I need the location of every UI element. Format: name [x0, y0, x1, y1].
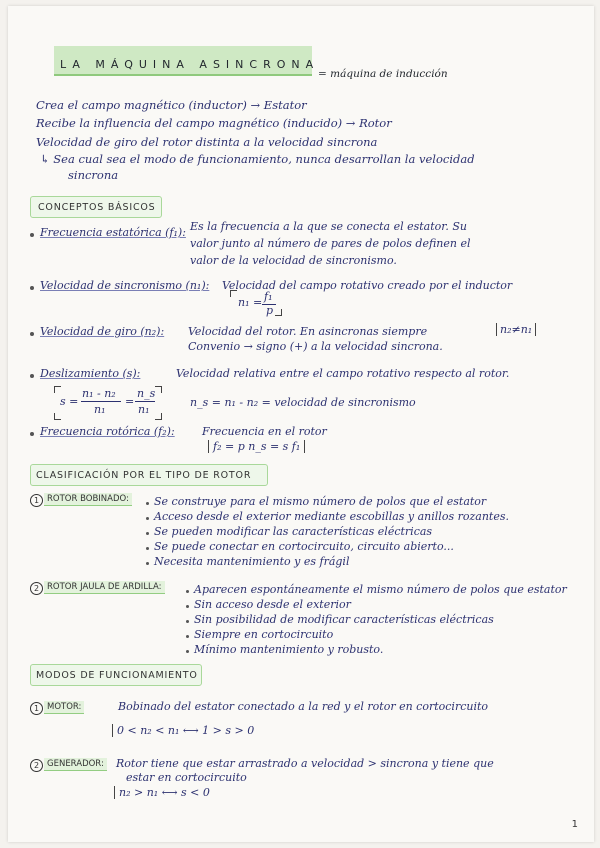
- intro-line-1: Crea el campo magnético (inductor) → Estator: [36, 98, 307, 112]
- frot-term: [40, 425, 175, 438]
- bobinado-item: Se construye para el mismo número de polos que el estator: [154, 495, 487, 508]
- bobinado-item: Se puede conectar en cortocircuito, circuito abierto...: [154, 540, 454, 553]
- desl-formula-left: s =: [60, 395, 79, 408]
- sincronismo-text: Velocidad del campo rotativo creado por el inductor: [222, 279, 513, 292]
- frecuencia-term-text: Frecuencia estatórica (f₁):: [40, 226, 186, 239]
- bullet-dot: [146, 502, 149, 505]
- jaula-item: Sin posibilidad de modificar características eléctricas: [194, 613, 494, 626]
- bullet-dot: [186, 650, 189, 653]
- jaula-item: Sin acceso desde el exterior: [194, 598, 351, 611]
- desl-formula-box: [54, 386, 162, 420]
- sincronismo-term-text: Velocidad de sincronismo (n₁):: [40, 279, 210, 292]
- bullet-dot: [146, 562, 149, 565]
- intro-line-3: Velocidad de giro del rotor distinta a la velocidad sincrona: [36, 135, 378, 149]
- giro-term: [40, 325, 164, 338]
- motor-label: MOTOR:: [44, 701, 84, 714]
- bullet-dot: [30, 432, 34, 436]
- giro-line-1: Velocidad del rotor. En asincronas siempre: [188, 325, 428, 338]
- desl-frac1-den: n₁: [94, 403, 106, 416]
- number-badge: 1: [30, 702, 43, 715]
- bullet-dot: [30, 374, 34, 378]
- frot-formula: f₂ = p n_s = s f₁: [208, 440, 305, 453]
- bobinado-item: Necesita mantenimiento y es frágil: [154, 555, 350, 568]
- desl-eq: =: [125, 395, 135, 408]
- gen-line-1: Rotor tiene que estar arrastrado a velocidad > sincrona y tiene que: [116, 757, 494, 770]
- gen-formula: n₂ > n₁ ⟷ s < 0: [114, 786, 214, 799]
- sincronismo-formula-box: [230, 290, 282, 316]
- jaula-item: Aparecen espontáneamente el mismo número de polos que estator: [194, 583, 567, 596]
- page-subtitle: = máquina de inducción: [318, 68, 448, 80]
- rotor-jaula-label: ROTOR JAULA DE ARDILLA:: [44, 581, 165, 594]
- section-conceptos-title: CONCEPTOS BÁSICOS: [38, 202, 156, 213]
- fraction-bar: [81, 401, 121, 402]
- desl-text: Velocidad relativa entre el campo rotativo respecto al rotor.: [176, 367, 510, 380]
- number-badge: 2: [30, 759, 43, 772]
- bullet-dot: [146, 547, 149, 550]
- desl-frac1-num: n₁ - n₂: [82, 387, 116, 400]
- frecuencia-line-3: valor de la velocidad de sincronismo.: [190, 254, 397, 267]
- jaula-item: Siempre en cortocircuito: [194, 628, 334, 641]
- notebook-page: [8, 6, 594, 842]
- sincronismo-formula-num: f₁: [264, 290, 273, 303]
- frecuencia-term: [40, 226, 186, 239]
- intro-line-4: ↳ Sea cual sea el modo de funcionamiento, nunca desarrollan la velocidad: [40, 152, 475, 166]
- desl-term-text: Deslizamiento (s):: [40, 367, 141, 380]
- generador-label: GENERADOR:: [44, 758, 107, 771]
- fraction-bar: [135, 401, 155, 402]
- giro-line-2: Convenio → signo (+) a la velocidad sincrona.: [188, 340, 443, 353]
- number-badge: 1: [30, 494, 43, 507]
- giro-term-text: Velocidad de giro (n₂):: [40, 325, 165, 338]
- bullet-dot: [186, 590, 189, 593]
- section-clasificacion-title: CLASIFICACIÓN POR EL TIPO DE ROTOR: [36, 470, 252, 481]
- bullet-dot: [146, 532, 149, 535]
- bullet-dot: [186, 635, 189, 638]
- desl-frac2-den: n₁: [138, 403, 150, 416]
- frot-term-text: Frecuencia rotórica (f₂):: [40, 425, 175, 438]
- bobinado-item: Se pueden modificar las características eléctricas: [154, 525, 433, 538]
- intro-line-2: Recibe la influencia del campo magnético (inducido) → Rotor: [36, 116, 392, 130]
- jaula-item: Mínimo mantenimiento y robusto.: [194, 643, 384, 656]
- desl-term: [40, 367, 140, 380]
- page-number: 1: [571, 819, 578, 830]
- bobinado-item: Acceso desde el exterior mediante escobillas y anillos rozantes.: [154, 510, 509, 523]
- frot-text: Frecuencia en el rotor: [202, 425, 327, 438]
- bullet-dot: [186, 605, 189, 608]
- bullet-dot: [30, 286, 34, 290]
- bullet-dot: [186, 620, 189, 623]
- number-badge: 2: [30, 582, 43, 595]
- desl-frac2-num: n_s: [137, 387, 156, 400]
- gen-line-2: estar en cortocircuito: [126, 771, 247, 784]
- giro-box: n₂≠n₁: [496, 323, 536, 336]
- bullet-dot: [30, 233, 34, 237]
- sincronismo-term: [40, 279, 209, 292]
- intro-line-5: sincrona: [68, 168, 119, 182]
- sincronismo-formula-den: p: [266, 304, 274, 317]
- frecuencia-line-2: valor junto al número de pares de polos definen el: [190, 237, 471, 250]
- frecuencia-line-1: Es la frecuencia a la que se conecta el estator. Su: [190, 220, 467, 233]
- bullet-dot: [30, 332, 34, 336]
- rotor-bobinado-label: ROTOR BOBINADO:: [44, 493, 132, 506]
- section-modos-title: MODOS DE FUNCIONAMIENTO: [36, 670, 198, 681]
- bullet-dot: [146, 517, 149, 520]
- motor-text: Bobinado del estator conectado a la red y el rotor en cortocircuito: [118, 700, 489, 713]
- desl-ns-text: n_s = n₁ - n₂ = velocidad de sincronismo: [190, 396, 416, 409]
- page-title: LA MÁQUINA ASINCRONA: [60, 58, 320, 71]
- motor-formula: 0 < n₂ < n₁ ⟷ 1 > s > 0: [112, 724, 258, 737]
- sincronismo-formula-left: n₁ =: [238, 296, 263, 309]
